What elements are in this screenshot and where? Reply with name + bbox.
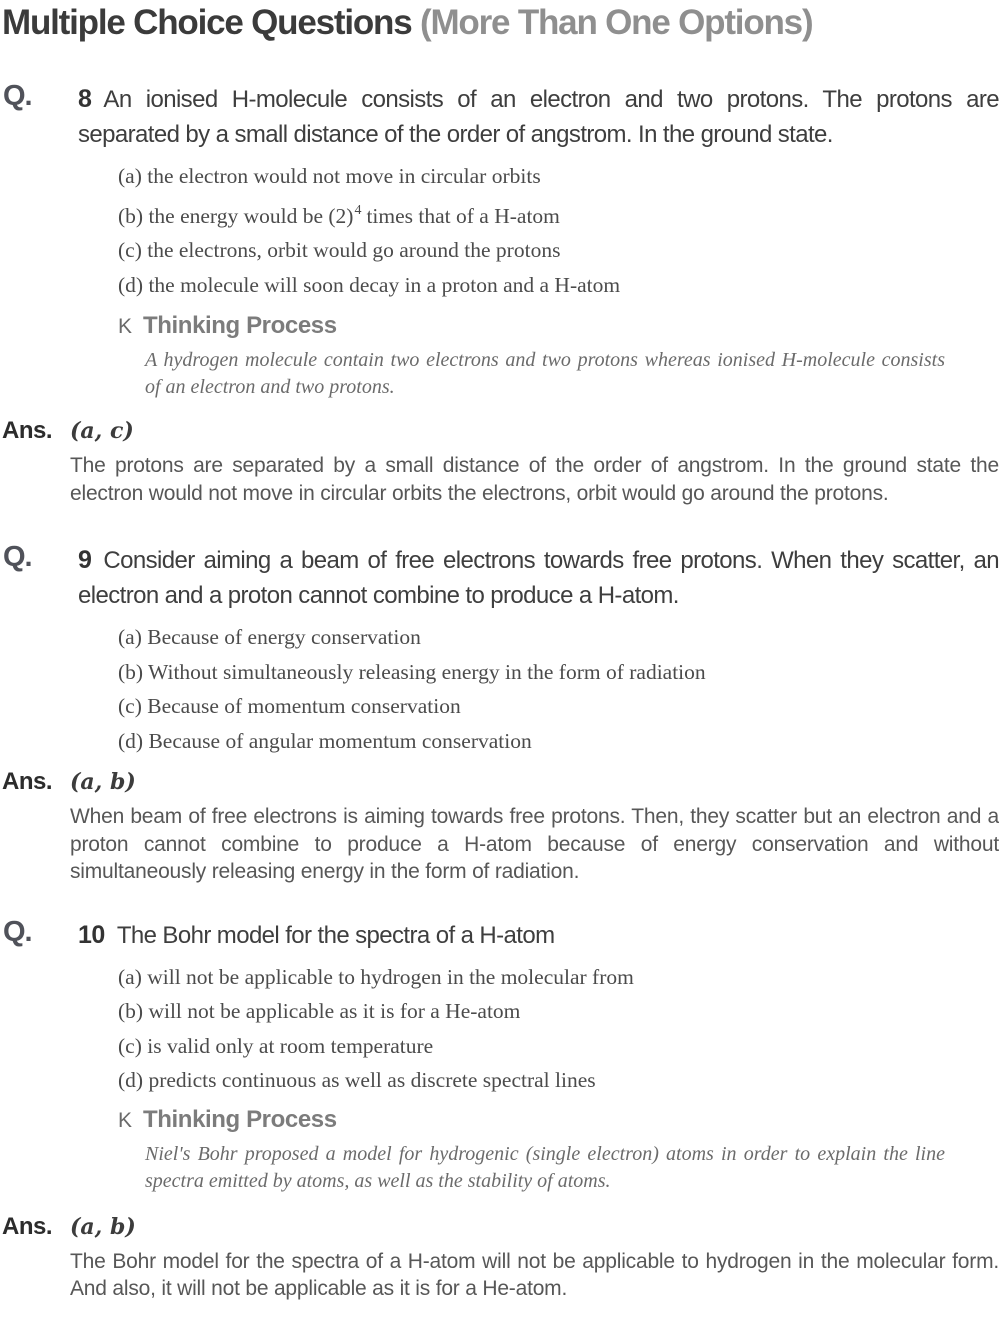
question-badge-icon: Q. [3,915,32,948]
answer-9-explanation: When beam of free electrons is aiming towards free protons. Then, they scatter but an electron and a proton cannot combine to produce a H-atom because of energy conservation and without simultaneously releasing energy in the form of radiation. [70,805,999,883]
answer-8-key: (a, c) [70,418,134,444]
question-badge-icon: Q. [3,541,32,573]
question-badge-icon: Q. [3,80,32,112]
thinking-process-icon: K [118,1108,133,1132]
question-10-options [118,960,999,1098]
option-d: (d) predicts continuous as well as discrete spectral lines [118,1068,596,1092]
question-10-body: The Bohr model for the spectra of a H-atom [116,921,555,949]
question-8-text [78,82,999,152]
option-d: (d) the molecule will soon decay in a proton and a H-atom [118,272,621,297]
thinking-process-header [118,1104,999,1137]
thinking-process-label: Thinking Process [143,1105,337,1133]
option-b [118,194,999,234]
thinking-process-header [118,310,999,343]
thinking-process-icon: K [118,315,133,338]
question-10-number: 10 [78,920,105,949]
answer-label: Ans. [2,768,53,795]
thinking-process-label: Thinking Process [143,312,337,339]
question-9-text [78,543,999,613]
thinking-process-text: Niel's Bohr proposed a model for hydrogenic (single electron) atoms in order to explain the line spectra emitted by atoms, as well as the stability of atoms. [145,1142,945,1192]
answer-8-row [0,415,999,450]
answer-9-row [0,766,999,801]
question-10 [0,915,999,1303]
answer-label: Ans. [2,417,53,444]
page-title [0,0,999,46]
question-9-body: Consider aiming a beam of free electrons towards free protons. When they scatter, an electron and a proton cannot combine to produce a H-atom. [78,547,999,609]
option-a: (a) Because of energy conservation [118,625,421,649]
option-c: (c) Because of momentum conservation [118,694,461,718]
answer-9-key: (a, b) [70,769,136,795]
option-a: (a) will not be applicable to hydrogen in the molecular from [118,964,634,989]
option-b: (b) Without simultaneously releasing energy in the form of radiation [118,659,706,684]
option-b-superscript: 4 [354,202,362,218]
answer-10-key: (a, b) [70,1213,136,1240]
question-8-row [0,82,999,152]
question-8-options [118,159,999,302]
option-c: (c) the electrons, orbit would go around the protons [118,238,561,262]
question-9-number: 9 [78,546,92,574]
question-8 [0,82,999,507]
page-title-main: Multiple Choice Questions [2,3,421,42]
option-a: (a) the electron would not move in circular orbits [118,164,541,188]
option-b-text-after: times that of a H-atom [366,203,560,228]
question-10-row [0,915,999,953]
answer-label: Ans. [2,1212,53,1240]
question-8-body: An ionised H-molecule consists of an electron and two protons. The protons are separated by a small distance of the order of angstrom. In the ground state. [78,86,999,148]
page-title-sub: (More Than One Options) [420,3,813,42]
question-9-row [0,543,999,613]
question-10-text [78,918,999,953]
question-9-options [118,620,999,758]
answer-10-explanation: The Bohr model for the spectra of a H-atom will not be applicable to hydrogen in the molecular form. And also, it will not be applicable as it is for a He-atom. [70,1249,999,1300]
option-c: (c) is valid only at room temperature [118,1033,434,1058]
question-8-number: 8 [78,85,92,113]
answer-8-explanation: The protons are separated by a small distance of the order of angstrom. In the ground state the electron would not move in circular orbits the electrons, orbit would go around the protons. [70,454,999,505]
thinking-process-text: A hydrogen molecule contain two electrons and two protons whereas ionised H-molecule consists of an electron and two protons. [145,349,945,398]
option-d: (d) Because of angular momentum conservation [118,728,532,753]
question-9 [0,543,999,886]
answer-10-row [0,1211,999,1246]
option-b-text: (b) the energy would be (2) [118,203,354,228]
option-b: (b) will not be applicable as it is for a He-atom [118,999,521,1023]
